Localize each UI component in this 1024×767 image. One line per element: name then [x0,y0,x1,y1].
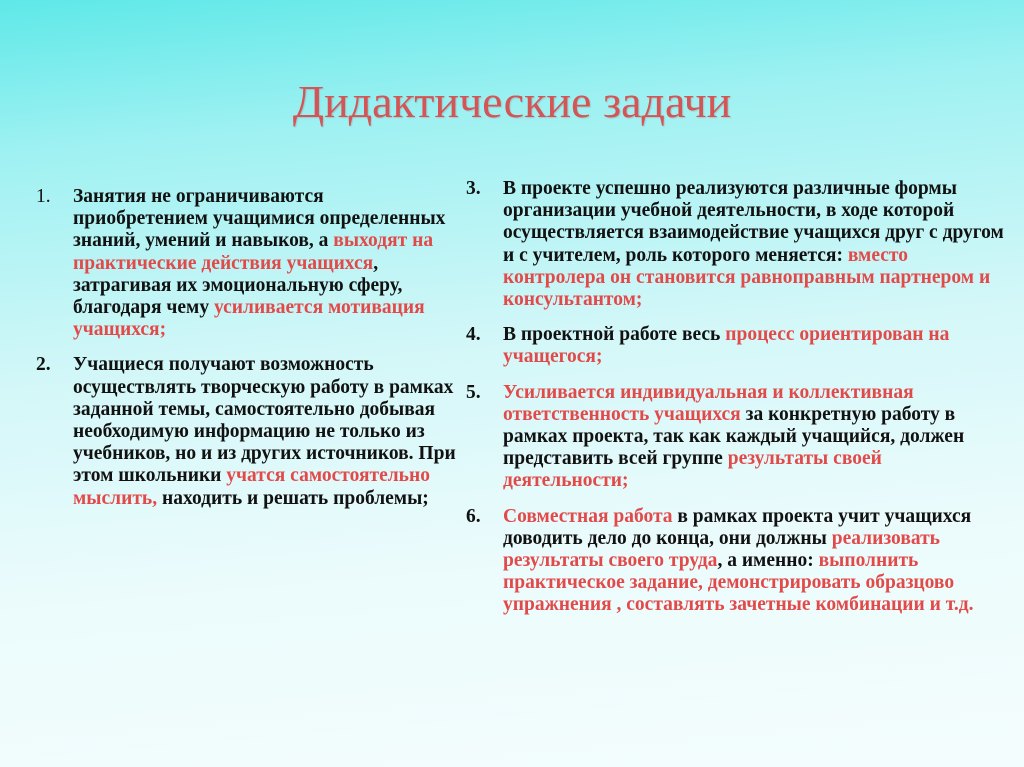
item-number: 3. [466,178,481,199]
item-text [466,506,1006,617]
item-text [36,354,456,509]
list-item-1 [36,186,456,341]
text-segment: за конкретную работу в рамках проекта, так как каждый учащийся, должен представить всей группе [503,403,965,470]
highlighted-text: Усиливается индивидуальная и коллективная ответственность учащихся [503,381,914,425]
text-segment: , затрагивая их эмоциональную сферу, благодаря чему [73,252,403,319]
list-item-3 [466,178,1006,311]
item-text [36,186,456,341]
text-segment: Учащиеся получают возможность осуществлять творческую работу в рамках заданной темы, самостоятельно добывая необходимую информацию не только из учебников, но и из других источников. При этом школьники [73,354,456,487]
item-number: 1. [36,186,51,207]
text-segment: в рамках проекта учит учащихся доводить дело до конца, они должны [503,505,972,549]
list-item-5 [466,382,1006,493]
item-number: 4. [466,324,481,346]
right-column [466,178,1006,630]
text-segment: В проектной работе весь [503,324,726,346]
text-segment: Занятия не ограничиваются приобретением учащимися определенных знаний, умений и навыков, а [73,186,446,252]
item-text [466,382,1006,493]
item-number: 2. [36,354,51,376]
text-segment: находить и решать проблемы; [157,487,429,509]
highlighted-text: усиливается мотивация учащихся; [73,297,425,341]
list-item-4 [466,324,1006,368]
list-item-2 [36,354,456,509]
item-number: 5. [466,381,481,403]
item-text [466,324,1006,368]
item-number: 6. [466,505,481,527]
highlighted-text: результаты своей деятельности; [503,448,882,492]
highlighted-text: Совместная работа [503,505,673,527]
text-segment: В проекте успешно реализуются различные формы организации учебной деятельности, в ходе которой осуществляется взаимодействие учащихся друг с другом и с учителем, роль которого меняется: [503,178,1004,266]
left-column [36,186,456,523]
highlighted-text: реализовать результаты своего труда [503,527,940,572]
list-item-6 [466,506,1006,617]
item-text [466,178,1006,311]
highlighted-text: выполнить практическое задание, демонстрировать образцово упражнения , составлять зачетные комбинации и т.д. [503,550,974,616]
slide-title: Дидактические задачи [292,76,732,127]
highlighted-text: вместо контролера он становится равноправным партнером и консультантом; [503,244,991,311]
highlighted-text: выходят на практические действия учащихся [73,230,434,274]
highlighted-text: учатся самостоятельно мыслить, [73,465,430,509]
highlighted-text: процесс ориентирован на учащегося; [503,324,950,368]
text-segment: , а именно: [717,550,819,572]
